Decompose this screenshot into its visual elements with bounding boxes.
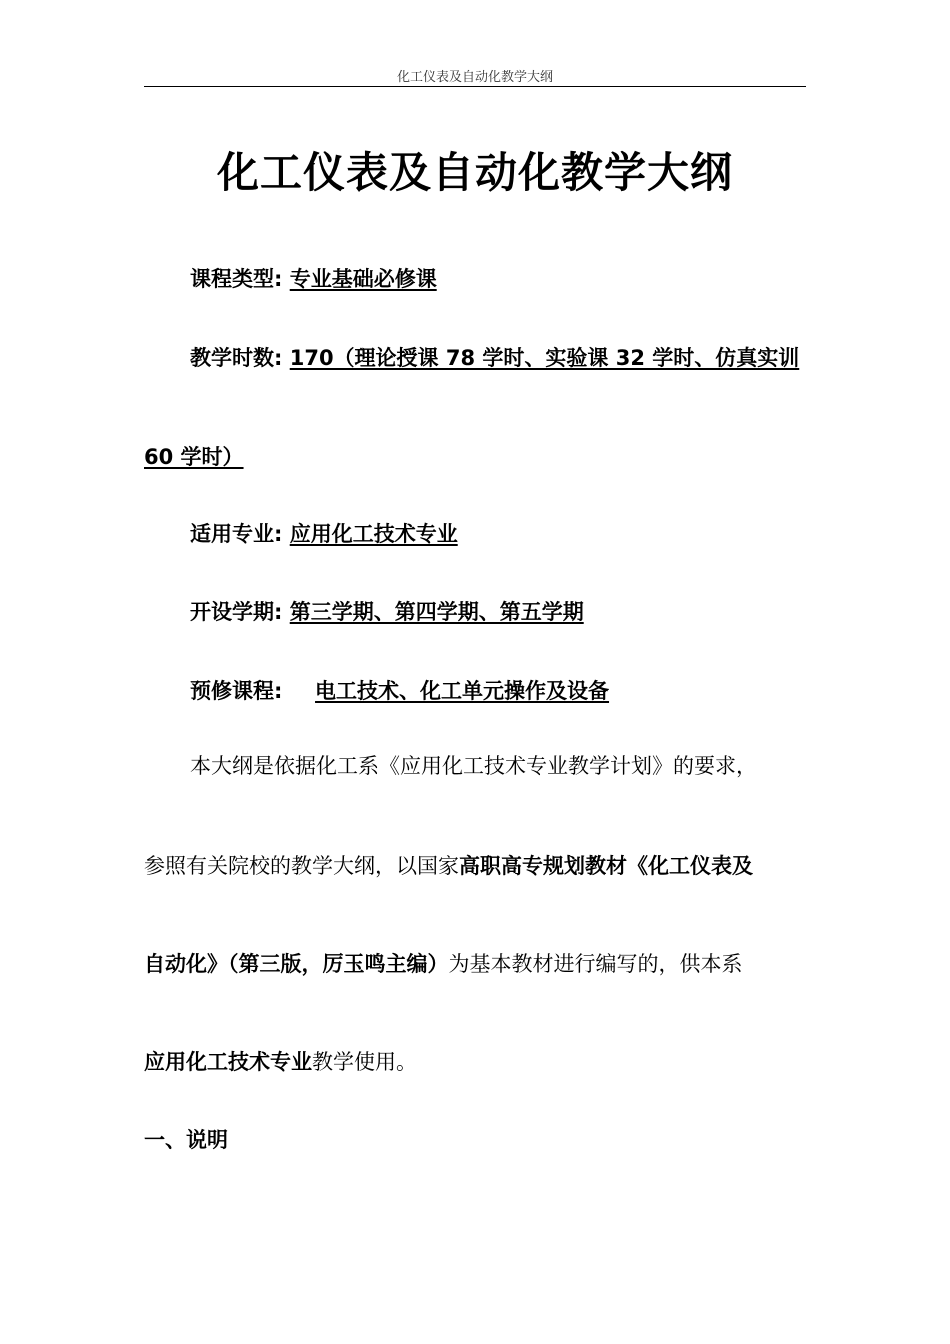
- running-header: 化工仪表及自动化教学大纲: [396, 70, 553, 85]
- major-label: 适用专业:: [190, 522, 283, 546]
- intro-text: 本大纲是依据化工系《应用化工技术专业教学计划》的要求，: [190, 754, 757, 778]
- prerequisite-row: [190, 675, 609, 705]
- term-value: 第三学期、第四学期、第五学期: [289, 600, 584, 624]
- intro-text-bold: 自动化》（第三版，厉玉鸣主编）: [144, 952, 449, 976]
- course-type-value: 专业基础必修课: [289, 267, 437, 291]
- prerequisite-label: 预修课程:: [190, 679, 283, 703]
- teaching-hours-row: [190, 342, 799, 372]
- intro-text: 教学使用。: [312, 1050, 417, 1074]
- teaching-hours-continued: [144, 441, 244, 471]
- teaching-hours-label: 教学时数:: [190, 346, 283, 370]
- header-divider: [144, 86, 806, 87]
- section-heading: 一、说明: [144, 1128, 228, 1152]
- course-type-row: [190, 263, 437, 293]
- course-type-label: 课程类型:: [190, 267, 283, 291]
- term-label: 开设学期:: [190, 600, 283, 624]
- term-row: [190, 596, 584, 626]
- major-row: [190, 518, 458, 548]
- intro-paragraph-line3: [144, 948, 743, 978]
- intro-paragraph-line2: [144, 850, 753, 880]
- document-title: 化工仪表及自动化教学大纲: [216, 148, 733, 197]
- intro-text-bold: 高职高专规划教材《化工仪表及: [459, 854, 753, 878]
- teaching-hours-value-cont: 60 学时）: [144, 445, 244, 469]
- intro-text: 参照有关院校的教学大纲，以国家: [144, 854, 459, 878]
- intro-text-bold: 应用化工技术专业: [144, 1050, 312, 1074]
- teaching-hours-value: 170（理论授课 78 学时、实验课 32 学时、仿真实训: [289, 346, 800, 370]
- intro-paragraph-line4: [144, 1046, 417, 1076]
- prerequisite-value: 电工技术、化工单元操作及设备: [315, 679, 610, 703]
- major-value: 应用化工技术专业: [289, 522, 458, 546]
- intro-text: 为基本教材进行编写的，供本系: [448, 952, 743, 976]
- intro-paragraph-line1: [190, 750, 757, 780]
